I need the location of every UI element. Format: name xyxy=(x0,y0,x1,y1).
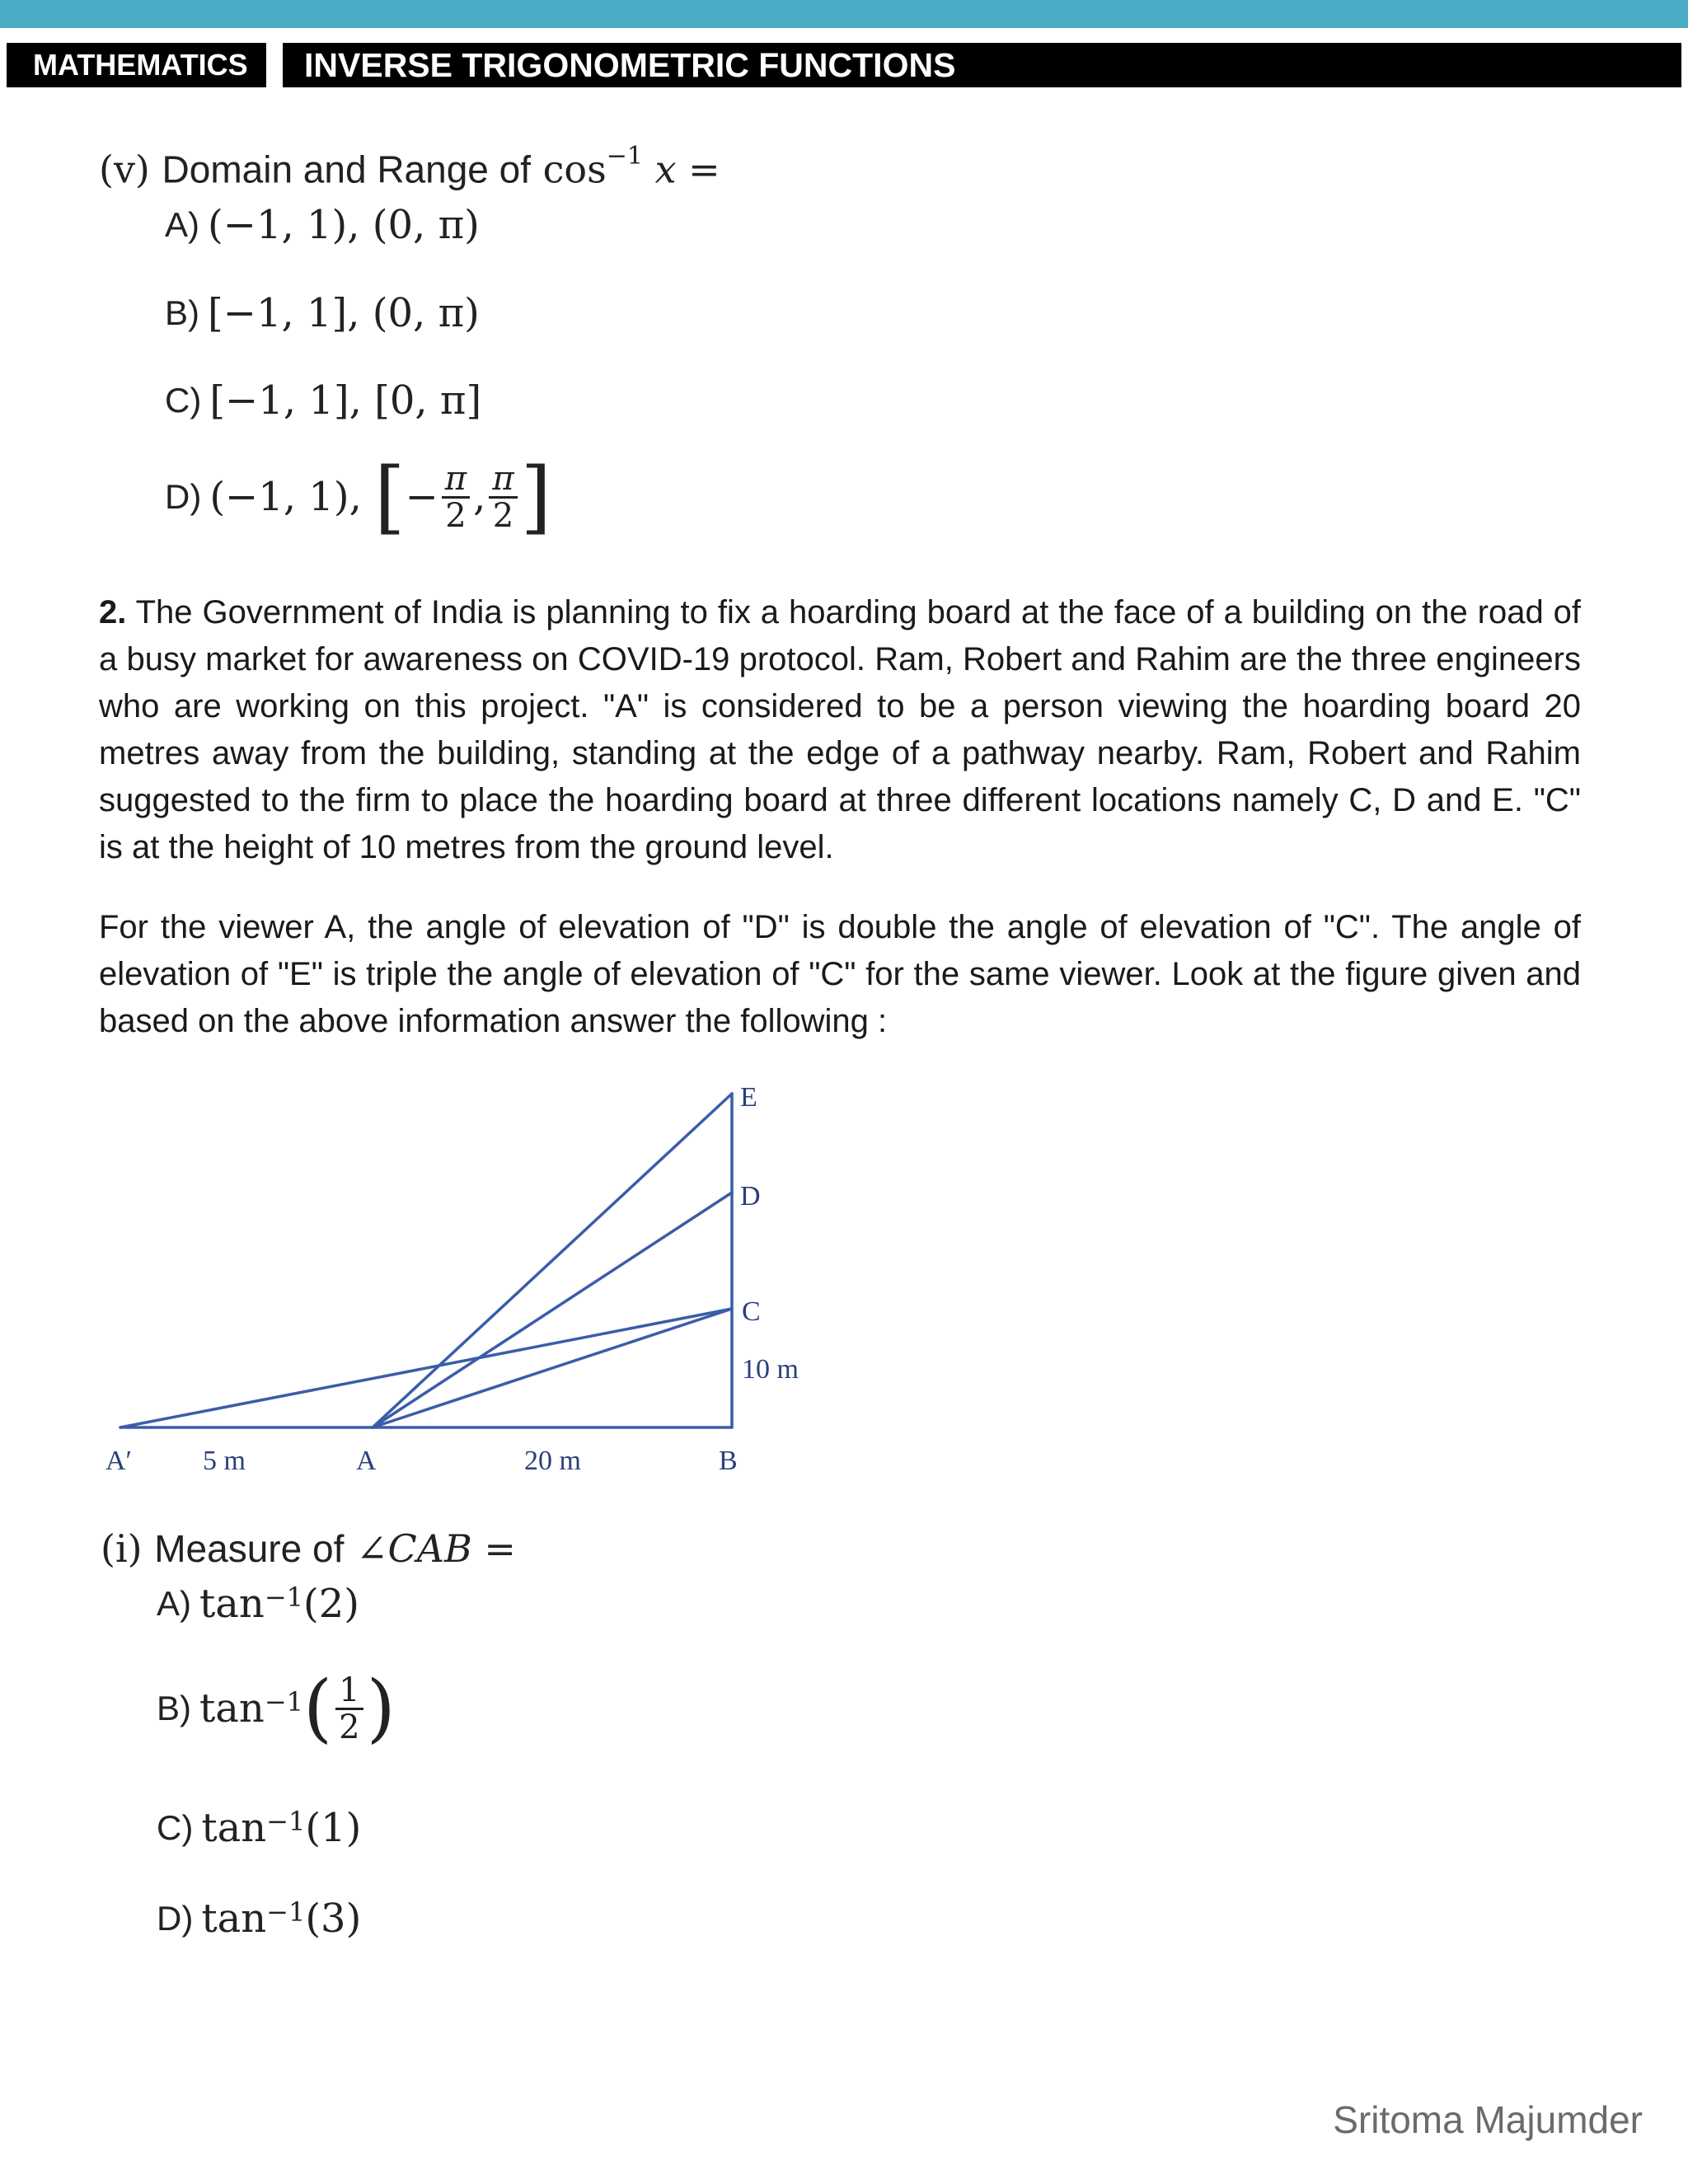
option-label: B) xyxy=(157,1689,191,1727)
label-point-b: B xyxy=(719,1446,738,1476)
option-domain: [−1, 1] xyxy=(209,377,349,424)
qi-angle: ∠CAB xyxy=(355,1526,472,1571)
qi-prompt xyxy=(101,1526,516,1571)
elevation-figure xyxy=(91,1063,832,1492)
label-point-c: C xyxy=(742,1296,761,1327)
topic-header: INVERSE TRIGONOMETRIC FUNCTIONS xyxy=(283,43,1681,87)
option-domain: (−1, 1) xyxy=(208,202,348,248)
option-label: C) xyxy=(165,381,202,419)
option-label: D) xyxy=(165,477,202,516)
option-label: A) xyxy=(165,205,199,244)
fraction-pi-over-2: $\frac{\pi}{2}$ xyxy=(442,462,470,533)
qi-option-b[interactable]: B) tan $^{-1}$ ( $\frac{1}{2}$ ) xyxy=(157,1665,396,1751)
q5-eq: = xyxy=(688,147,720,192)
q5-power: −1 xyxy=(606,142,643,171)
q2-paragraph-2: For the viewer A, the angle of elevation of "D" is double the angle of elevation of "C". The angle of elevation of "E" is triple the angle of elevation of "C" for the same viewer. Look at the figure given and based on the above information answer the following : xyxy=(99,909,1581,1039)
fraction-one-half: $\frac{1}{2}$ xyxy=(335,1673,363,1745)
option-range: [0, π] xyxy=(374,377,482,424)
tan-power: −1 xyxy=(266,1806,306,1837)
tan-func: tan xyxy=(201,1805,267,1851)
q2-number: 2. xyxy=(99,594,127,630)
top-accent-bar xyxy=(0,0,1688,28)
q5-option-c[interactable]: C) [−1, 1] , [0, π] xyxy=(165,377,482,424)
q5-number: (v) xyxy=(99,147,150,192)
qi-eq: = xyxy=(484,1526,516,1571)
q5-option-d[interactable]: D) (−1, 1) , [ − $\frac{\pi}{2}$ , $\frac{\pi}{2}$ ] xyxy=(165,451,552,543)
subject-header: MATHEMATICS xyxy=(7,43,266,87)
fraction-pi-over-2: $\frac{\pi}{2}$ xyxy=(489,462,517,533)
q5-option-b[interactable]: B) [−1, 1] , (0, π) xyxy=(165,290,480,336)
line-a-to-d xyxy=(373,1193,732,1427)
option-label: A) xyxy=(157,1584,191,1623)
q5-option-a[interactable]: A) (−1, 1) , (0, π) xyxy=(165,202,480,248)
q2-paragraph-1 xyxy=(99,589,1581,871)
qi-option-c[interactable] xyxy=(157,1805,361,1851)
option-arg: (2) xyxy=(303,1581,359,1627)
q5-var: x xyxy=(654,147,677,192)
qi-prompt-text: Measure of xyxy=(154,1527,345,1570)
label-dist-5m: 5 m xyxy=(203,1446,246,1476)
label-point-a: A xyxy=(356,1446,377,1476)
qi-option-d[interactable] xyxy=(157,1896,361,1942)
option-range: (0, π) xyxy=(372,202,480,248)
tan-func: tan xyxy=(201,1896,267,1942)
option-arg: (3) xyxy=(305,1896,362,1942)
tan-power: −1 xyxy=(266,1896,306,1928)
q5-func: cos xyxy=(542,147,607,192)
label-point-a-prime: A′ xyxy=(106,1446,132,1476)
option-domain: (−1, 1) xyxy=(209,474,349,520)
option-arg: (1) xyxy=(305,1805,362,1851)
author-watermark: Sritoma Majumder xyxy=(1333,2098,1643,2141)
option-label: B) xyxy=(165,293,199,332)
label-point-d: D xyxy=(740,1181,761,1212)
q2-text-1: The Government of India is planning to fix a hoarding board at the face of a building on the road of a busy market for awareness on COVID-19 protocol. Ram, Robert and Rahim are the three engineers who are working on this project. "A" is considered to be a person viewing the hoarding board 20 metres away from the building, standing at the edge of a pathway nearby. Ram, Robert and Rahim suggested to the firm to place the hoarding board at three different locations namely C, D and E. "C" is at the height of 10 metres from the ground level. xyxy=(99,594,1582,865)
q5-prompt-text: Domain and Range of xyxy=(162,148,532,191)
tan-func: tan xyxy=(199,1685,265,1732)
option-label: C) xyxy=(157,1808,194,1847)
option-range: (0, π) xyxy=(372,290,480,336)
q5-prompt xyxy=(99,142,720,192)
label-dist-20m: 20 m xyxy=(524,1446,581,1476)
qi-number: (i) xyxy=(101,1526,143,1571)
line-a-to-e xyxy=(373,1094,732,1427)
tan-power: −1 xyxy=(264,1582,303,1613)
tan-func: tan xyxy=(199,1581,265,1627)
option-label: D) xyxy=(157,1899,194,1938)
qi-option-a[interactable] xyxy=(157,1581,359,1627)
option-domain: [−1, 1] xyxy=(208,290,348,336)
tan-power: −1 xyxy=(264,1686,303,1718)
label-height-10m: 10 m xyxy=(742,1354,799,1385)
label-point-e: E xyxy=(740,1082,757,1113)
option-range-minus: − xyxy=(405,474,438,520)
